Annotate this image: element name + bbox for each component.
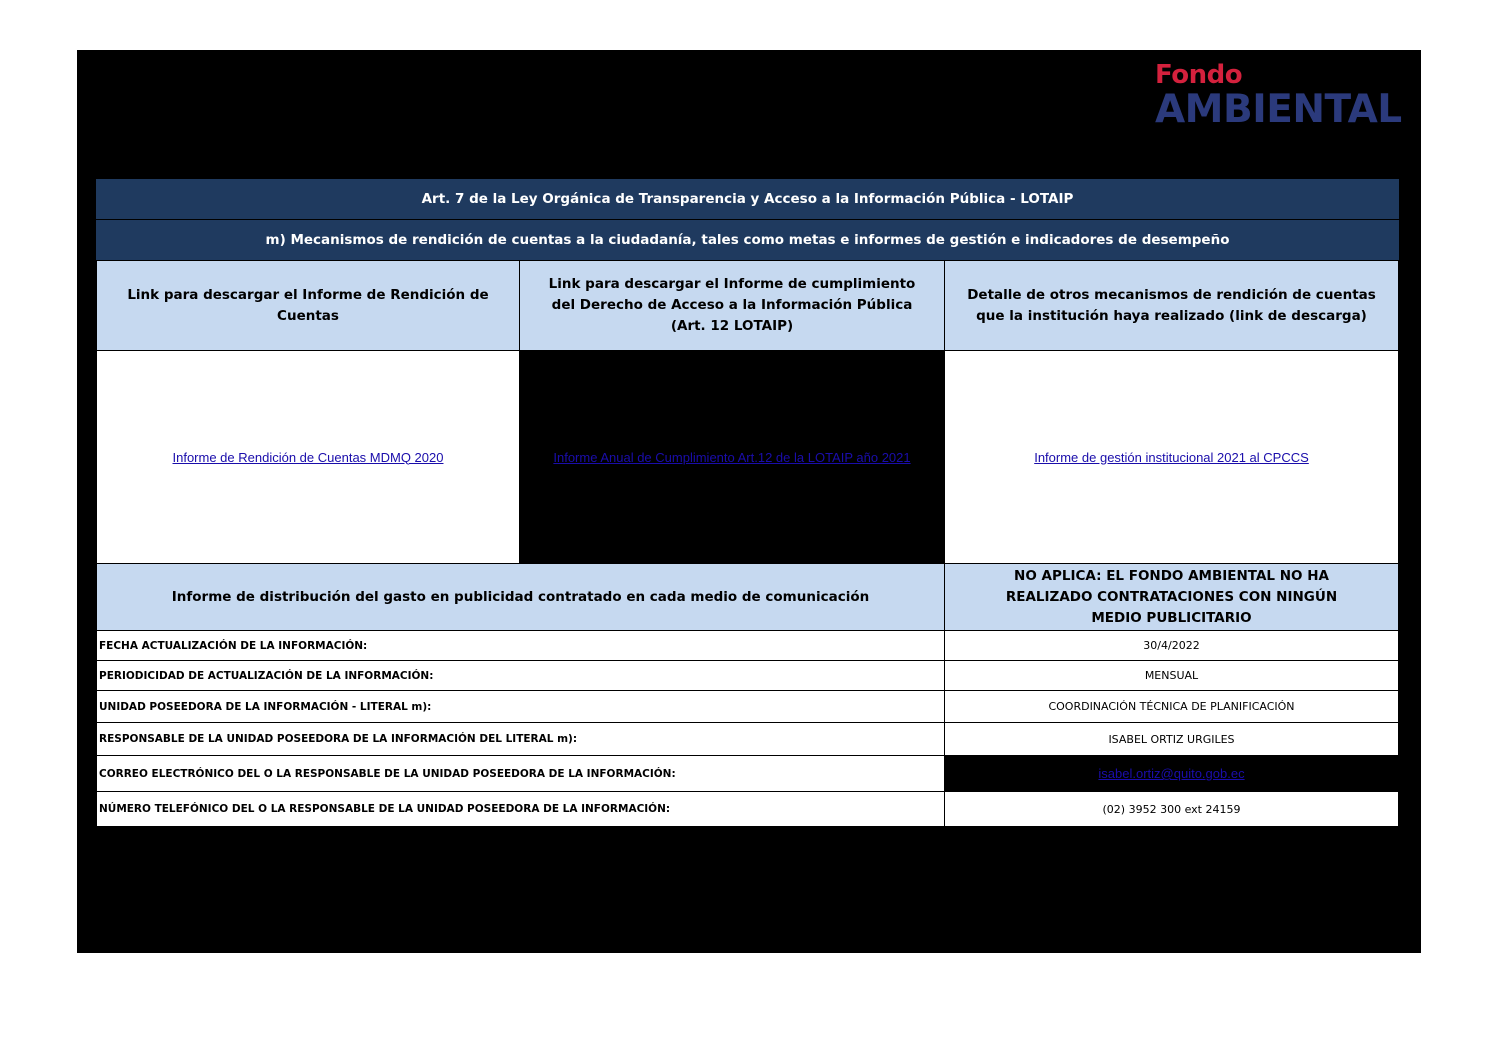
link-cell-otros xyxy=(944,350,1399,564)
info-label-correo: CORREO ELECTRÓNICO DEL O LA RESPONSABLE DE LA UNIDAD POSEEDORA DE LA INFORMACIÓN: xyxy=(96,755,945,792)
table-title: Art. 7 de la Ley Orgánica de Transparencia y Acceso a la Información Pública - LOTAIP xyxy=(96,179,1399,219)
info-value-responsable: ISABEL ORTIZ URGILES xyxy=(944,722,1399,756)
fondo-ambiental-logo xyxy=(1155,58,1415,138)
info-label-responsable: RESPONSABLE DE LA UNIDAD POSEEDORA DE LA INFORMACIÓN DEL LITERAL m): xyxy=(96,722,945,756)
link-informe-cumplimiento-lotaip[interactable]: Informe Anual de Cumplimiento Art.12 de la LOTAIP año 2021 xyxy=(553,449,911,465)
info-value-telefono: (02) 3952 300 ext 24159 xyxy=(944,791,1399,827)
link-cell-cumplimiento xyxy=(519,350,945,564)
link-cell-rendicion xyxy=(96,350,520,564)
info-value-unidad: COORDINACIÓN TÉCNICA DE PLANIFICACIÓN xyxy=(944,690,1399,723)
info-value-correo-cell xyxy=(944,755,1399,792)
info-value-periodicidad: MENSUAL xyxy=(944,660,1399,691)
link-informe-gestion-institucional[interactable]: Informe de gestión institucional 2021 al CPCCS xyxy=(1034,449,1309,465)
info-label-periodicidad: PERIODICIDAD DE ACTUALIZACIÓN DE LA INFORMACIÓN: xyxy=(96,660,945,691)
publicity-label: Informe de distribución del gasto en publicidad contratado en cada medio de comunicación xyxy=(96,563,945,631)
info-label-fecha: FECHA ACTUALIZACIÓN DE LA INFORMACIÓN: xyxy=(96,630,945,661)
info-label-telefono: NÚMERO TELEFÓNICO DEL O LA RESPONSABLE DE LA UNIDAD POSEEDORA DE LA INFORMACIÓN: xyxy=(96,791,945,827)
publicity-value: NO APLICA: EL FONDO AMBIENTAL NO HA REALIZADO CONTRATACIONES CON NINGÚN MEDIO PUBLICITARIO xyxy=(944,563,1399,631)
logo-word-fondo: Fondo xyxy=(1155,60,1243,90)
info-value-fecha: 30/4/2022 xyxy=(944,630,1399,661)
column-header-rendicion: Link para descargar el Informe de Rendición de Cuentas xyxy=(96,260,520,351)
table-subtitle: m) Mecanismos de rendición de cuentas a la ciudadanía, tales como metas e informes de gestión e indicadores de desempeño xyxy=(96,220,1399,260)
column-header-otros-mecanismos: Detalle de otros mecanismos de rendición de cuentas que la institución haya realizado (link de descarga) xyxy=(944,260,1399,351)
column-header-cumplimiento: Link para descargar el Informe de cumplimiento del Derecho de Acceso a la Información Pública (Art. 12 LOTAIP) xyxy=(519,260,945,351)
email-link[interactable]: isabel.ortiz@quito.gob.ec xyxy=(1098,766,1245,781)
link-informe-rendicion-cuentas[interactable]: Informe de Rendición de Cuentas MDMQ 2020 xyxy=(172,449,444,465)
logo-word-ambiental: AMBIENTAL xyxy=(1155,87,1402,132)
info-label-unidad: UNIDAD POSEEDORA DE LA INFORMACIÓN - LITERAL m): xyxy=(96,690,945,723)
